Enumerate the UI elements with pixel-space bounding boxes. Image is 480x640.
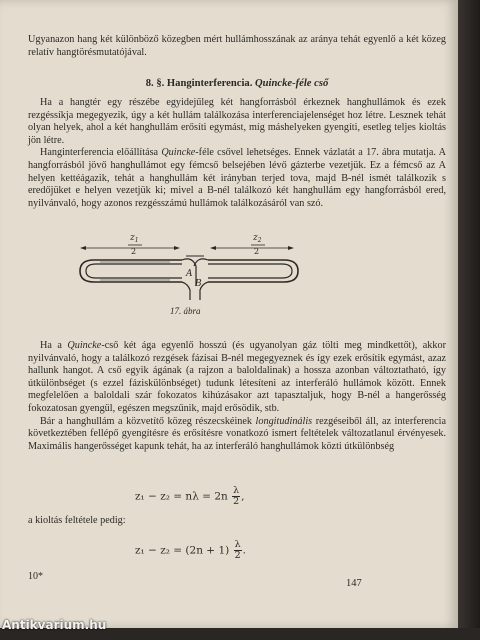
label-z1-den: 2 xyxy=(131,247,137,256)
label-z1: $z_1$ xyxy=(130,233,139,244)
paragraph-interference xyxy=(28,97,446,210)
page-number: 147 xyxy=(346,578,362,589)
formula-maximum xyxy=(135,486,245,507)
p3-quincke: Quincke xyxy=(67,340,102,351)
paragraph-block-2 xyxy=(28,340,446,453)
paragraph-4 xyxy=(28,416,446,454)
formula1-fraction: $\frac{\lambda}{2}$ xyxy=(233,485,240,507)
section-heading xyxy=(28,78,446,89)
paragraph-3 xyxy=(28,340,446,416)
intro-text: Ugyanazon hang két különböző közegben mért hullámhosszának az aránya tehát egyenlő a két közeg relatív hangtörésmutatójával. xyxy=(28,34,446,58)
p3-text-a: Ha a xyxy=(40,340,68,351)
label-B: B xyxy=(195,279,202,289)
formula-extinction xyxy=(135,540,246,561)
formula2-fraction: $\frac{\lambda}{2}$ xyxy=(234,539,241,561)
label-z2: $z_2$ xyxy=(253,233,262,244)
section-heading-prefix: 8. §. Hanginterferencia. xyxy=(145,78,255,89)
p2-text-a: Hanginterferencia előállítása xyxy=(40,147,162,159)
p3-text-c: -cső két ága egyenlő hosszú (és ugyanolyan gáz tölti meg mindkettőt), akkor nyilvánvaló, hogy a találkozó rezgések fázisai B-nél megegyeznek és így ezek erősítik egymást, azaz hallunk hangot. A cső egyik ágának (a rajzon a baloldalinak) a hossza azonban változtatható, így útkülönbséget (s ezzel fáziskülönbséget) tudunk létesíteni az interferáló hullámok között. Ennek megfelelően a baloldali szár fokozatos kihúzásakor azt tapasztaljuk, hogy B-nél a hangerősség fokozatosan gyengül, egészen megszűnik, majd erősödik, stb. xyxy=(28,340,446,414)
section-heading-quincke: Quincke-féle cső xyxy=(255,78,329,89)
figure-caption: 17. ábra xyxy=(170,306,201,316)
watermark: Antikvarium.hu xyxy=(2,618,107,632)
formula1-lhs: z₁ − z₂ = nλ = 2n xyxy=(135,490,228,503)
paragraph-1: Ha a hangtér egy részébe egyidejűleg két hangforrásból érkeznek hanghullámok és ezek rezgéssíkja megegyezik, úgy a két hullám találkozása interferenciajelenséget hoz létre. Lesznek tehát olyan helyek, ahol a két hanghullám erősíti egymást, míg máshelyeken gyengíti, esetleg teljes kioltás jön létre. xyxy=(28,97,446,146)
p4-longitudinal: longitudinális xyxy=(255,415,313,427)
p2-text-c: -féle csővel lehetséges. Ennek vázlatát a 17. ábra mutatja. A hangforrásból jövő hanghullámot egy fémcső belsejében lévő gázterbe vezetjük. Ez a fémcső az A helyen kettéágazik, tehát a hanghullám két irányban terjed tova, majd B-nél ismét találkozik s eredőjüket e helyen vezetjük ki; mivel a B-nél találkozó két hanghullám egy hangforrásból ered, nyilvánvaló, hogy azonos rezgésszámú hullámok találkozásáról van szó. xyxy=(28,147,446,209)
book-gutter xyxy=(458,0,480,628)
p4-text-a: Bár a hanghullám a közvetítő közeg részecskéinek xyxy=(40,415,256,427)
paragraph-block-3 xyxy=(28,515,446,528)
intro-paragraph xyxy=(28,34,446,59)
label-A: A xyxy=(186,269,193,279)
paragraph-2 xyxy=(28,147,446,210)
signature-mark: 10* xyxy=(28,571,43,582)
label-z2-den: 2 xyxy=(254,247,260,256)
p4-text-c: rezgéseiből áll, az interferencia következtében fellépő gyengítésre és erősítésre vonatkozó ismert feltételek változatlanul érvényesek. Maximális hangerősséget kapunk tehát, ha az interferáló hanghullámok közti útkülönbség xyxy=(28,415,447,452)
p2-quincke: Quincke xyxy=(161,147,196,159)
formula2-lhs: z₁ − z₂ = (2n + 1) xyxy=(135,544,230,557)
figure-17-quincke-tube xyxy=(70,226,310,306)
formula1-end: , xyxy=(241,490,245,503)
paragraph-5: a kioltás feltétele pedig: xyxy=(28,515,126,526)
formula2-end: . xyxy=(242,544,246,557)
